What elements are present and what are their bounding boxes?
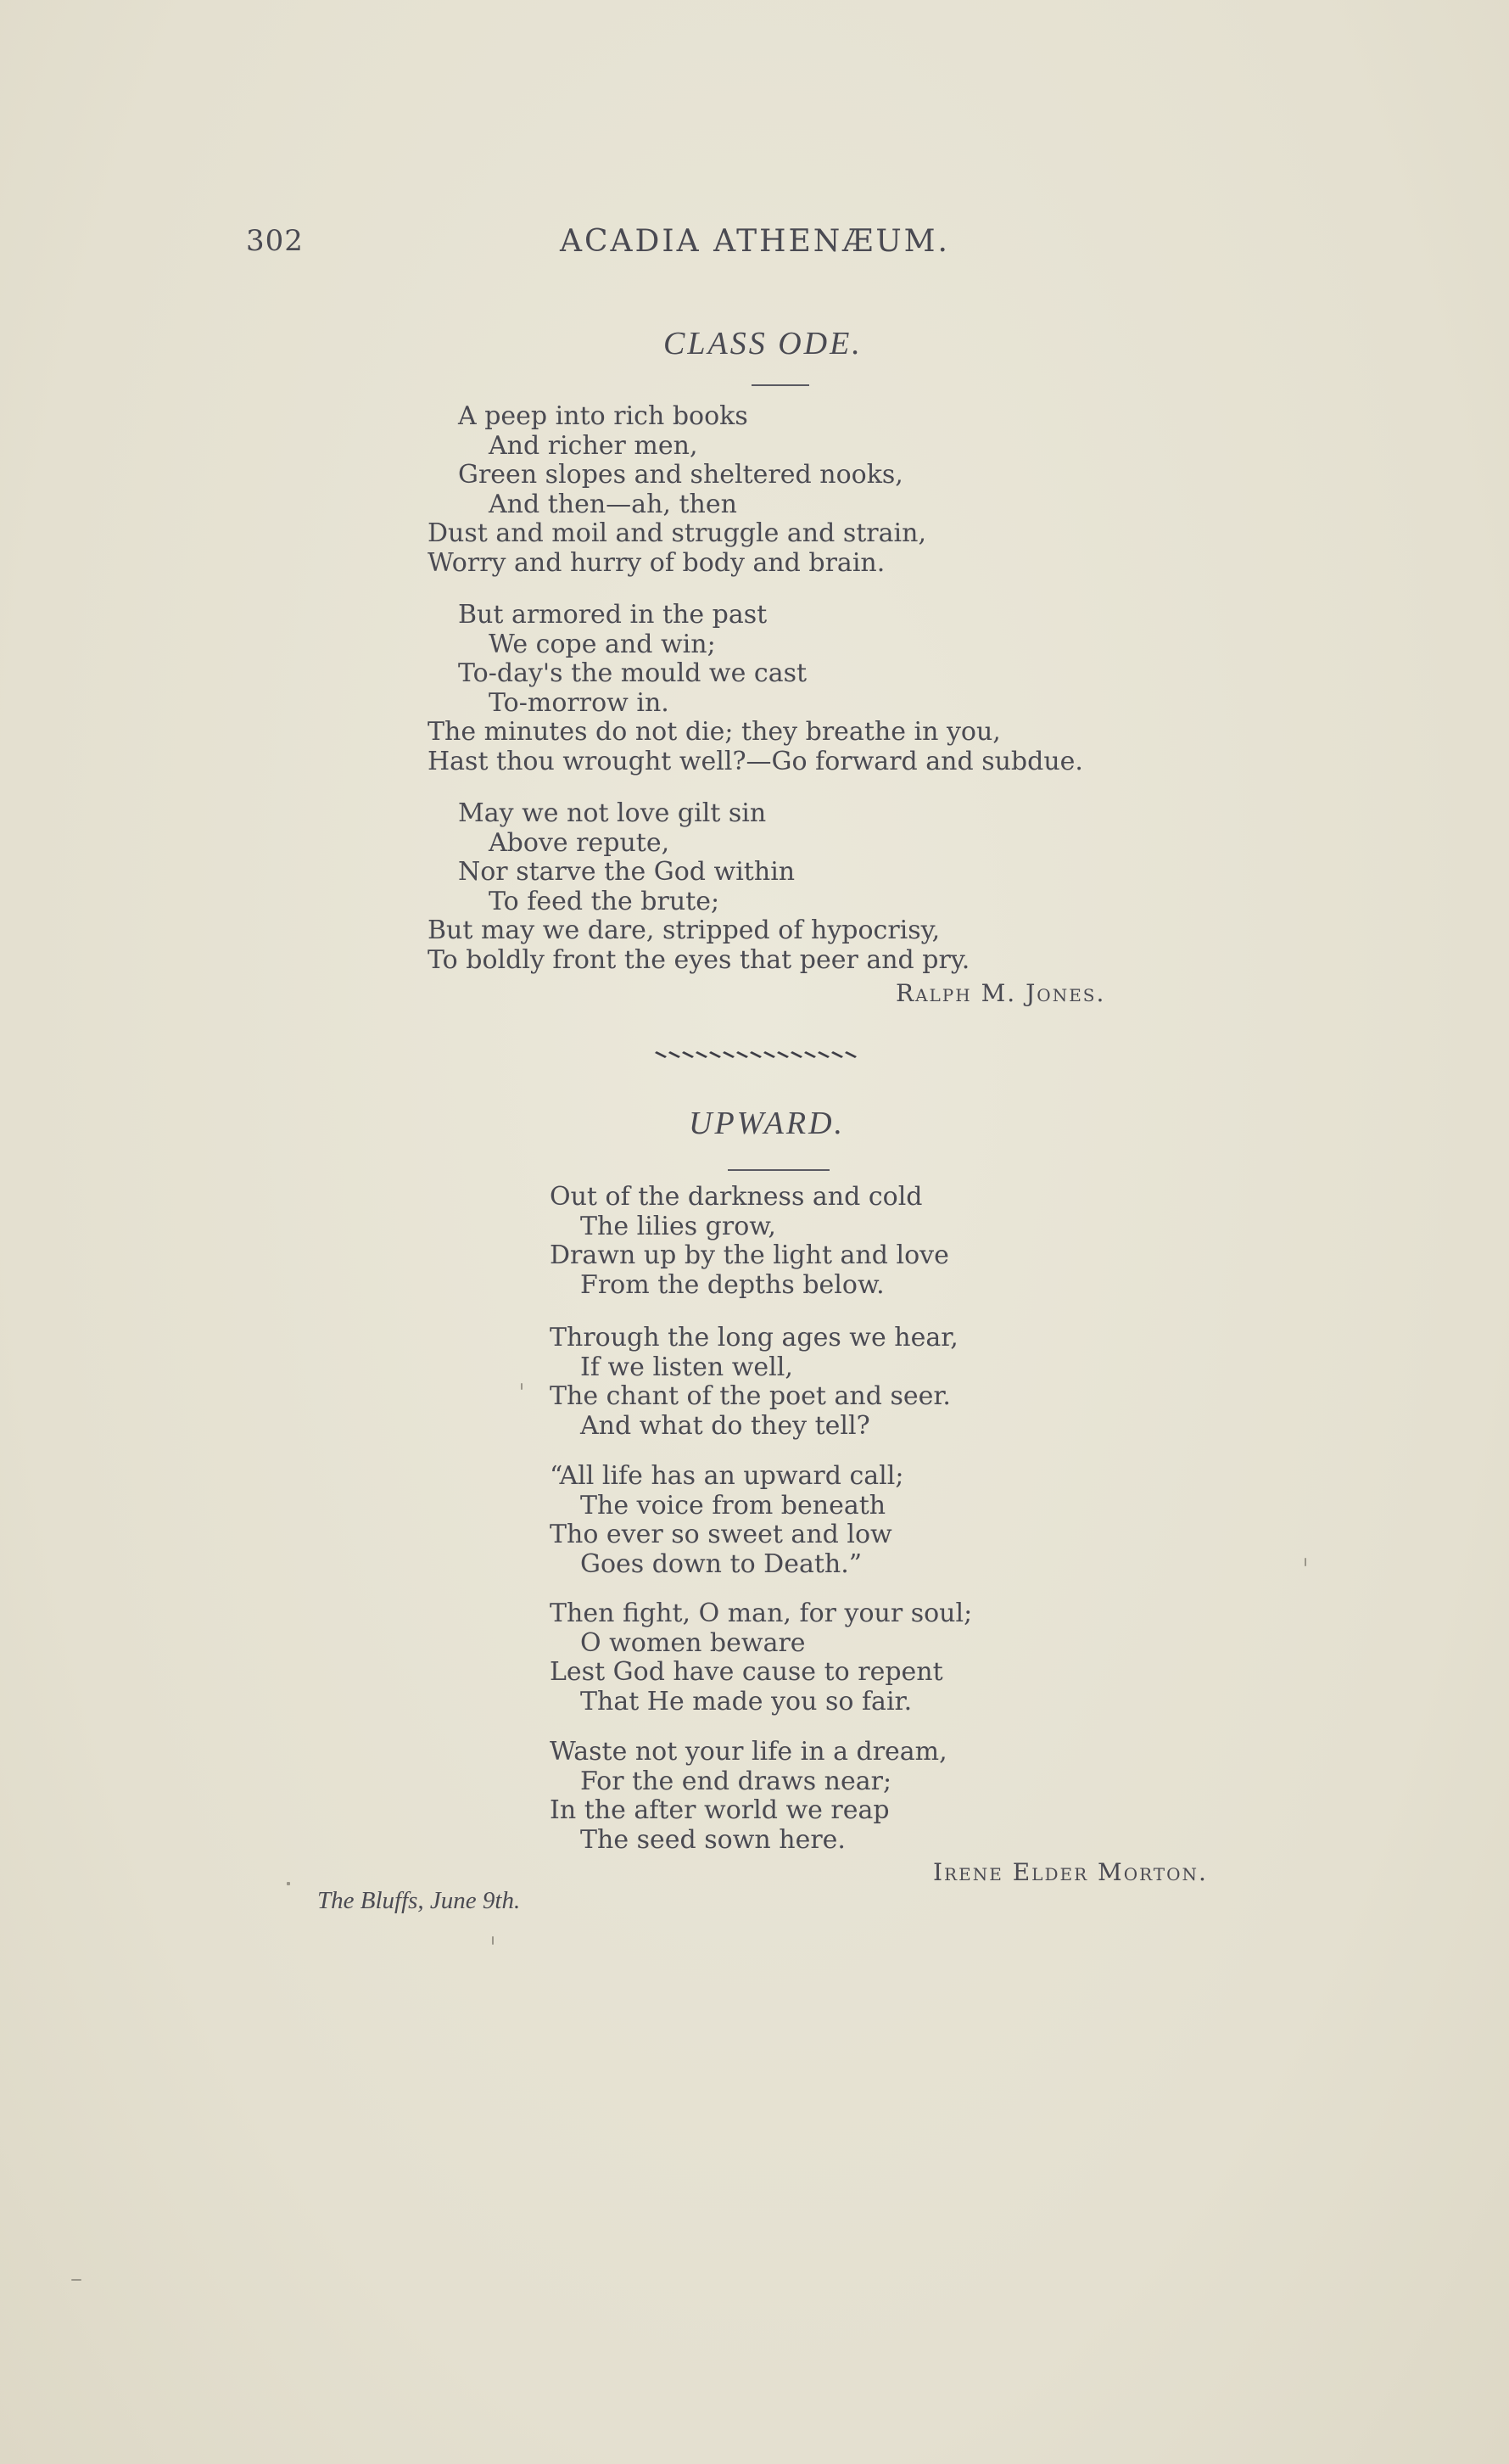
poem-line: Nor starve the God within <box>458 857 796 887</box>
poem-line: To-day's the mould we cast <box>458 658 808 688</box>
journal-title: ACADIA ATHENÆUM. <box>560 224 950 259</box>
poem-line: But armored in the past <box>458 600 768 630</box>
poem-line: If we listen well, <box>580 1352 793 1382</box>
poem-line: Out of the darkness and cold <box>550 1182 923 1212</box>
poem-line: O women beware <box>580 1627 806 1658</box>
poem-line: The minutes do not die; they breathe in you, <box>428 717 1001 747</box>
poem-line: And richer men, <box>489 430 698 461</box>
poem-line: Dust and moil and struggle and strain, <box>428 518 926 548</box>
poem-line: From the depths below. <box>580 1269 885 1300</box>
scan-speck <box>492 1936 494 1945</box>
title-rule <box>728 1169 830 1171</box>
stanza <box>550 1462 903 1579</box>
poem-line: A peep into rich books <box>458 401 748 431</box>
poem-line: To boldly front the eyes that peer and pry. <box>428 944 970 975</box>
poem-line: The voice from beneath <box>580 1490 886 1520</box>
author-signature: Irene Elder Morton. <box>933 1858 1208 1886</box>
dateline: The Bluffs, June 9th. <box>317 1887 521 1914</box>
stanza <box>550 1738 947 1855</box>
stanza <box>550 1183 949 1300</box>
poem-line: The seed sown here. <box>580 1824 846 1855</box>
stanza <box>550 1324 958 1441</box>
poem-line: Above repute, <box>489 827 670 858</box>
scan-speck <box>287 1882 290 1885</box>
poem-line: Lest God have cause to repent <box>550 1657 943 1687</box>
poem-line: Drawn up by the light and love <box>550 1240 949 1270</box>
poem-line: For the end draws near; <box>580 1766 892 1796</box>
poem-line: The lilies grow, <box>580 1211 776 1241</box>
scan-speck <box>521 1383 523 1390</box>
poem-line: That He made you so fair. <box>580 1686 913 1716</box>
poem-title-class-ode: CLASS ODE. <box>663 326 863 361</box>
poem-line: May we not love gilt sin <box>458 798 767 828</box>
title-rule <box>752 384 809 386</box>
poem-line: Through the long ages we hear, <box>550 1323 958 1352</box>
poem-line: Goes down to Death.” <box>580 1548 863 1579</box>
poem-line: Tho ever so sweet and low <box>550 1520 892 1549</box>
poem-line: Then fight, O man, for your soul; <box>550 1599 973 1628</box>
scan-speck <box>1305 1558 1306 1566</box>
poem-line: Hast thou wrought well?—Go forward and subdue. <box>428 746 1083 776</box>
poem-line: And what do they tell? <box>580 1410 870 1441</box>
stanza <box>428 601 1083 776</box>
poem-line: Worry and hurry of body and brain. <box>428 547 886 578</box>
poem-title-upward: UPWARD. <box>689 1106 846 1141</box>
poem-line: Waste not your life in a dream, <box>550 1737 947 1767</box>
stanza <box>428 799 970 975</box>
poem-line: But may we dare, stripped of hypocrisy, <box>428 916 941 945</box>
poem-line: Green slopes and sheltered nooks, <box>458 460 903 490</box>
poem-line: To-morrow in. <box>489 687 669 718</box>
poem-line: We cope and win; <box>489 629 716 659</box>
poem-line: And then—ah, then <box>489 489 737 519</box>
stanza <box>550 1599 972 1716</box>
poem-line: To feed the brute; <box>489 886 720 916</box>
page-number: 302 <box>246 224 304 258</box>
poem-line: The chant of the poet and seer. <box>550 1381 951 1411</box>
author-signature: Ralph M. Jones. <box>896 979 1106 1007</box>
poem-line: “All life has an upward call; <box>550 1461 904 1491</box>
running-head <box>246 224 992 266</box>
stanza <box>428 402 926 578</box>
ornament-divider <box>653 1050 874 1061</box>
scan-speck <box>71 2279 81 2281</box>
poem-line: In the after world we reap <box>550 1795 890 1825</box>
